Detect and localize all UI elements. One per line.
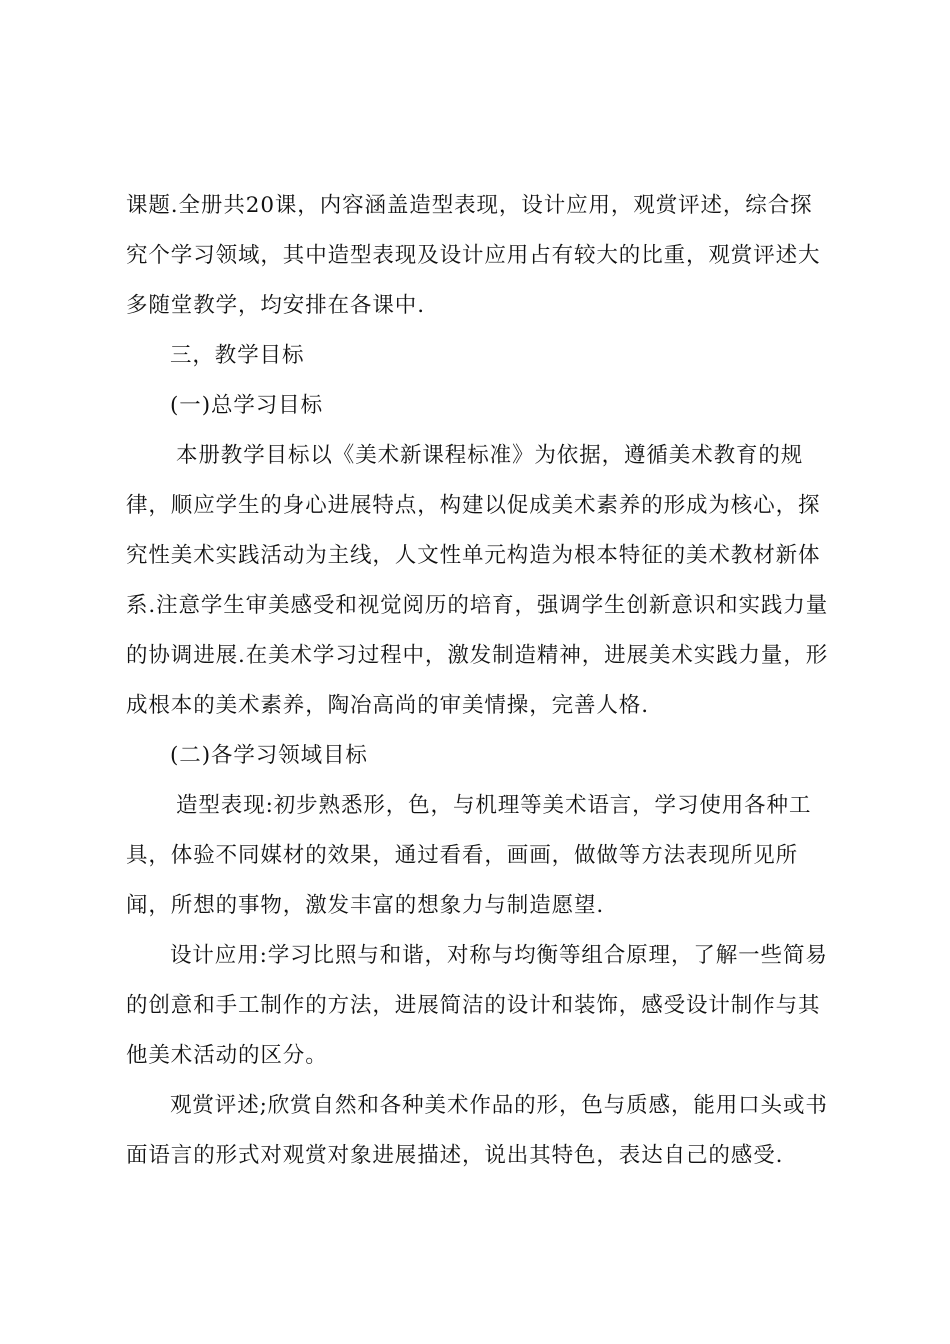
body-line: 设计应用:学习比照与和谐，对称与均衡等组合原理，了解一些简易	[170, 943, 828, 968]
body-line: 面语言的形式对观赏对象进展描述，说出其特色，表达自己的感受.	[126, 1143, 784, 1168]
body-line: 多随堂教学，均安排在各课中.	[126, 293, 425, 318]
body-line: 成根本的美术素养，陶冶高尚的审美情操，完善人格.	[126, 693, 649, 718]
body-line: 课题.全册共20课，内容涵盖造型表现，设计应用，观赏评述，综合探	[126, 193, 813, 218]
section-heading: 三，教学目标	[170, 343, 305, 368]
body-line: 的创意和手工制作的方法，进展简洁的设计和装饰，感受设计制作与其	[126, 993, 821, 1018]
body-line: 本册教学目标以《美术新课程标准》为依据，遵循美术教育的规	[176, 443, 804, 468]
body-line: 他美术活动的区分。	[126, 1043, 328, 1068]
body-line: 究性美术实践活动为主线，人文性单元构造为根本特征的美术教材新体	[126, 543, 821, 568]
body-line: 的协调进展.在美术学习过程中，激发制造精神，进展美术实践力量，形	[126, 643, 829, 668]
body-line: 观赏评述;欣赏自然和各种美术作品的形，色与质感，能用口头或书	[170, 1093, 828, 1118]
body-line: 闻，所想的事物，激发丰富的想象力与制造愿望.	[126, 893, 605, 918]
body-line: 具，体验不同媒材的效果，通过看看，画画，做做等方法表现所见所	[126, 843, 799, 868]
body-line: 系.注意学生审美感受和视觉阅历的培育，强调学生创新意识和实践力量	[126, 593, 829, 618]
subsection-heading: (一)总学习目标	[170, 393, 323, 418]
subsection-heading: (二)各学习领域目标	[170, 743, 368, 768]
body-line: 究个学习领域，其中造型表现及设计应用占有较大的比重，观赏评述大	[126, 243, 821, 268]
body-line: 造型表现:初步熟悉形，色，与机理等美术语言，学习使用各种工	[176, 793, 812, 818]
body-line: 律，顺应学生的身心进展特点，构建以促成美术素养的形成为核心，探	[126, 493, 821, 518]
